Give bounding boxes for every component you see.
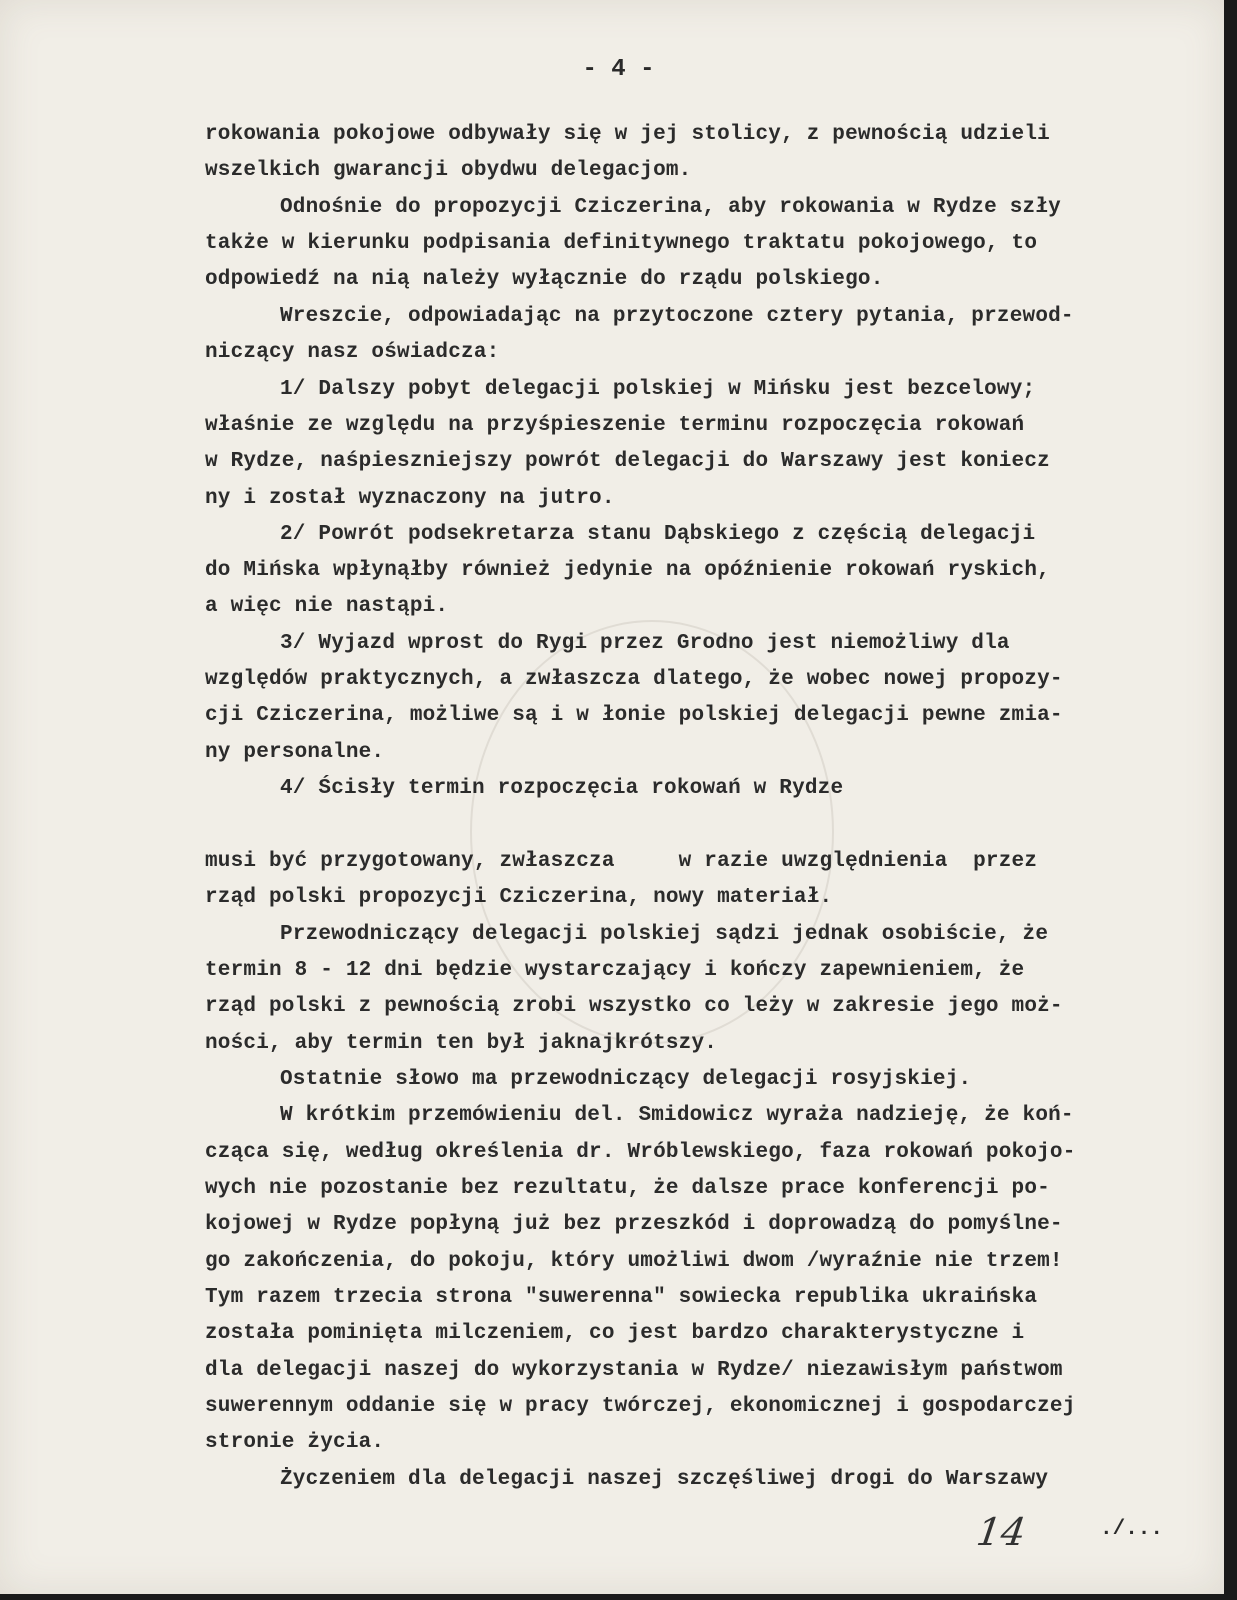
text-line: ny i został wyznaczony na jutro. xyxy=(205,487,615,510)
text-line: Życzeniem dla delegacji naszej szczęśliwej drogi do Warszawy xyxy=(280,1468,1049,1491)
text-line: cji Cziczerina, możliwe są i w łonie polskiej delegacji pewne zmia- xyxy=(205,704,1063,727)
text-line: a więc nie nastąpi. xyxy=(205,595,449,618)
text-line: 4/ Ścisły termin rozpoczęcia rokowań w Rydze xyxy=(280,777,844,800)
text-line: wych nie pozostanie bez rezultatu, że dalsze prace konferencji po- xyxy=(205,1177,1050,1200)
text-line: rząd polski propozycji Cziczerina, nowy materiał. xyxy=(205,886,833,909)
page-number: - 4 - xyxy=(582,56,655,83)
text-line: wszelkich gwarancji obydwu delegacjom. xyxy=(205,159,692,182)
text-line: Wreszcie, odpowiadając na przytoczone cztery pytania, przewod- xyxy=(280,305,1074,328)
text-line: go zakończenia, do pokoju, który umożliwi dwom /wyraźnie nie trzem! xyxy=(205,1250,1063,1273)
text-line: względów praktycznych, a zwłaszcza dlatego, że wobec nowej propozy- xyxy=(205,668,1063,691)
text-line: dla delegacji naszej do wykorzystania w Rydze/ niezawisłym państwom xyxy=(205,1359,1063,1382)
text-line: do Mińska wpłynąłby również jedynie na opóźnienie rokowań ryskich, xyxy=(205,559,1050,582)
text-line: musi być przygotowany, zwłaszcza w razie uwzględnienia przez xyxy=(205,850,1038,873)
text-line: cząca się, według określenia dr. Wróblewskiego, faza rokowań pokojo- xyxy=(205,1141,1076,1164)
text-line: Ostatnie słowo ma przewodniczący delegacji rosyjskiej. xyxy=(280,1068,972,1091)
scan-edge xyxy=(1224,0,1237,1600)
text-line: została pominięta milczeniem, co jest bardzo charakterystyczne i xyxy=(205,1322,1025,1345)
text-line: właśnie ze względu na przyśpieszenie terminu rozpoczęcia rokowań xyxy=(205,414,1025,437)
text-line: Odnośnie do propozycji Cziczerina, aby rokowania w Rydze szły xyxy=(280,196,1061,219)
text-line: 3/ Wyjazd wprost do Rygi przez Grodno jest niemożliwy dla xyxy=(280,632,1010,655)
text-line: kojowej w Rydze popłyną już bez przeszkód i doprowadzą do pomyślne- xyxy=(205,1213,1063,1236)
text-line: Tym razem trzecia strona "suwerenna" sowiecka republika ukraińska xyxy=(205,1286,1038,1309)
text-line: ności, aby termin ten był jaknajkrótszy. xyxy=(205,1032,718,1055)
text-line: rokowania pokojowe odbywały się w jej stolicy, z pewnością udzieli xyxy=(205,123,1050,146)
text-line: 1/ Dalszy pobyt delegacji polskiej w Mińsku jest bezcelowy; xyxy=(280,378,1036,401)
text-line: 2/ Powrót podsekretarza stanu Dąbskiego z częścią delegacji xyxy=(280,523,1036,546)
text-line: W krótkim przemówieniu del. Smidowicz wyraża nadzieję, że koń- xyxy=(280,1104,1074,1127)
text-line: w Rydze, naśpieszniejszy powrót delegacji do Warszawy jest koniecz xyxy=(205,450,1050,473)
text-line: niczący nasz oświadcza: xyxy=(205,341,500,364)
text-line: Przewodniczący delegacji polskiej sądzi jednak osobiście, że xyxy=(280,923,1049,946)
text-line: ny personalne. xyxy=(205,741,385,764)
continuation-mark: ./... xyxy=(1100,1518,1164,1541)
handwritten-page-mark: 14 xyxy=(973,1510,1029,1554)
text-line: także w kierunku podpisania definitywnego traktatu pokojowego, to xyxy=(205,232,1038,255)
text-line: termin 8 - 12 dni będzie wystarczający i kończy zapewnieniem, że xyxy=(205,959,1025,982)
text-line: suwerennym oddanie się w pracy twórczej, ekonomicznej i gospodarczej xyxy=(205,1395,1076,1418)
text-line: stronie życia. xyxy=(205,1431,385,1454)
text-line: rząd polski z pewnością zrobi wszystko co leży w zakresie jego moż- xyxy=(205,995,1063,1018)
text-line: odpowiedź na nią należy wyłącznie do rządu polskiego. xyxy=(205,268,884,291)
